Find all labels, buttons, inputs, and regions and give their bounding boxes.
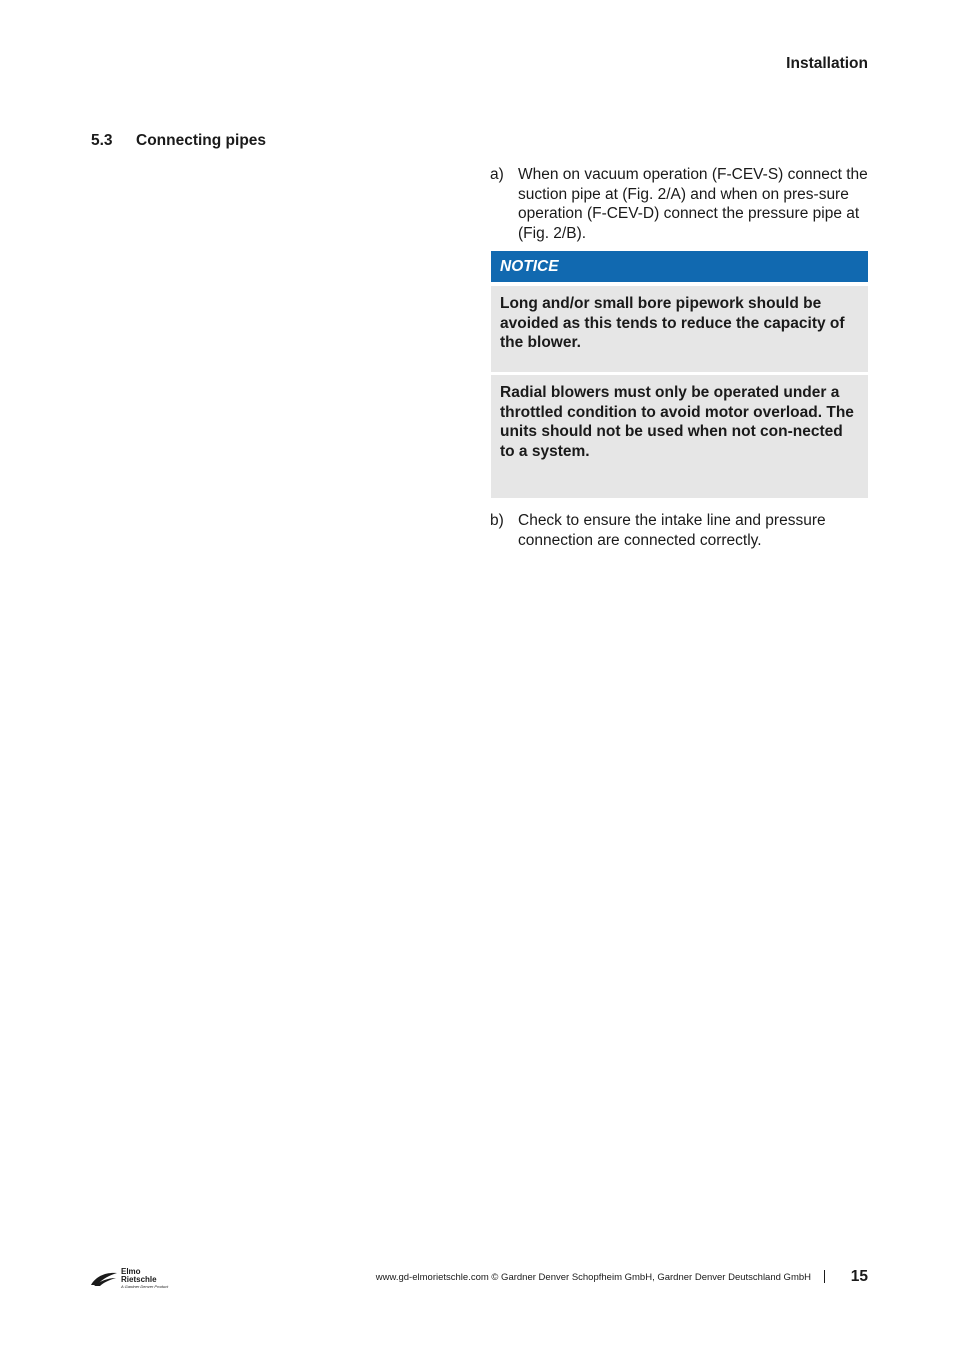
- step-marker: b): [490, 512, 504, 529]
- step-marker: a): [490, 166, 504, 183]
- logo-line2: Rietschle: [121, 1275, 157, 1284]
- logo-line1: Elmo: [121, 1267, 141, 1276]
- footer-url[interactable]: www.gd-elmorietschle.com: [375, 1272, 489, 1283]
- section-number: 5.3: [91, 132, 113, 149]
- notice-paragraph: Long and/or small bore pipework should be avoided as this tends to reduce the capacity of the blower.: [491, 286, 868, 372]
- page-number: 15: [850, 1268, 868, 1285]
- notice-paragraph: Radial blowers must only be operated under a throttled condition to avoid motor overload. The units should not be used when not con-nected to a system.: [491, 375, 868, 498]
- section-title: Connecting pipes: [136, 132, 267, 149]
- running-header: Installation: [786, 55, 868, 72]
- logo-tagline: A Gardner Denver Product: [121, 1284, 169, 1289]
- notice-box: [491, 251, 868, 498]
- step-a: [490, 165, 868, 243]
- logo-wordmark: [121, 1268, 168, 1290]
- step-text: Check to ensure the intake line and pressure connection are connected correctly.: [518, 512, 826, 549]
- footer-copyright-text: © Gardner Denver Schopfheim GmbH, Gardner Denver Deutschland GmbH: [491, 1272, 811, 1283]
- swoosh-logo-icon: [90, 1271, 118, 1287]
- notice-label: NOTICE: [491, 251, 868, 282]
- footer-copyright: [376, 1272, 811, 1283]
- step-text: When on vacuum operation (F-CEV-S) connect the suction pipe at (Fig. 2/A) and when on pres-sure operation (F-CEV-D) connect the pressure pipe at (Fig. 2/B).: [518, 166, 868, 242]
- section-heading: [91, 132, 266, 150]
- footer-divider: [824, 1270, 825, 1283]
- step-b: [490, 511, 868, 550]
- company-logo: [90, 1268, 168, 1290]
